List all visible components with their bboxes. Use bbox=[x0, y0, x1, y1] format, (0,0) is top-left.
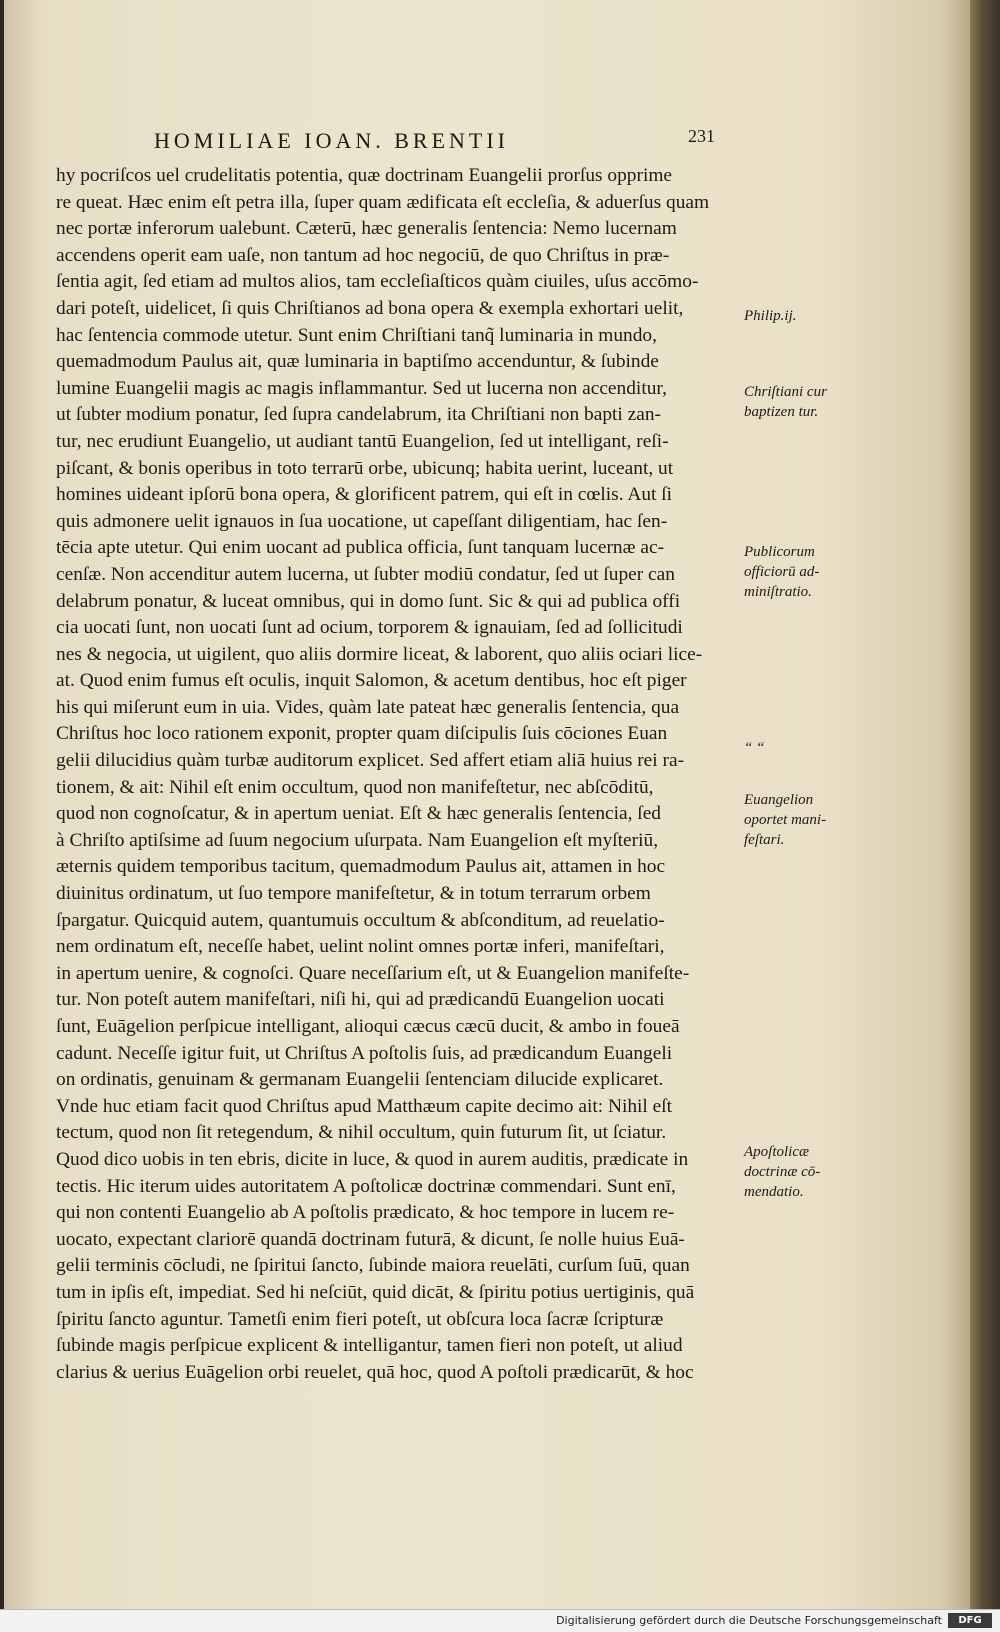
dfg-logo: DFG bbox=[948, 1613, 992, 1628]
text-line: ut ſubter modium ponatur, ſed ſupra candelabrum, ita Chriſtiani non bapti zan- bbox=[56, 404, 662, 426]
text-line: æternis quidem temporibus tacitum, quemadmodum Paulus ait, attamen in hoc bbox=[56, 856, 666, 878]
margin-note: Euangelion oportet mani- feſtari. bbox=[744, 792, 827, 848]
text-line: tēcia apte utetur. Qui enim uocant ad publica officia, ſunt tanquam lucernæ ac- bbox=[56, 537, 665, 559]
text-line: tur. Non poteſt autem manifeſtari, niſi hi, qui ad prædicandū Euangelion uocati bbox=[56, 989, 665, 1011]
text-line: quemadmodum Paulus ait, quæ luminaria in baptiſmo accenduntur, & ſubinde bbox=[56, 351, 659, 373]
margin-note: Chriſtiani cur baptizen tur. bbox=[744, 384, 827, 420]
text-line: in apertum uenire, & cognoſci. Quare neceſſarium eſt, ut & Euangelion manifeſte- bbox=[56, 962, 690, 984]
text-line: Vnde huc etiam facit quod Chriſtus apud Matthæum capite decimo ait: Nihil eſt bbox=[56, 1095, 673, 1117]
text-line: his qui miſerunt eum in uia. Vides, quàm late pateat hæc generalis ſentencia, qua bbox=[56, 696, 680, 718]
footer-bar bbox=[0, 1609, 1000, 1632]
text-line: quis admonere uelit ignauos in ſua uocatione, ut capeſſant diligentiam, hac ſen- bbox=[56, 510, 668, 532]
text-line: gelii dilucidius quàm turbæ auditorum explicet. Sed affert etiam aliā huius rei ra- bbox=[56, 750, 685, 772]
text-line: clarius & uerius Euāgelion orbi reuelet, quā hoc, quod A poſtoli prædicarūt, & hoc bbox=[56, 1361, 694, 1383]
text-line: ſpargatur. Quicquid autem, quantumuis occultum & abſconditum, ad reuelatio- bbox=[56, 909, 665, 931]
text-line: nec portæ inferorum ualebunt. Cæterū, hæc generalis ſentencia: Nemo lucernam bbox=[56, 218, 677, 240]
text-line: diuinitus ordinatum, ut ſuo tempore manifeſtetur, & in totum terrarum orbem bbox=[56, 883, 651, 905]
text-line: on ordinatis, genuinam & germanam Euangelii ſentenciam dilucide explicaret. bbox=[56, 1069, 664, 1091]
text-line: cenſæ. Non accenditur autem lucerna, ut ſubter modiū condatur, ſed ut ſuper can bbox=[56, 563, 675, 585]
text-line: dari poteſt, uidelicet, ſi quis Chriſtianos ad bona opera & exempla exhortari uelit, bbox=[56, 297, 684, 319]
margin-note: Apoſtolicæ doctrinæ cō- mendatio. bbox=[744, 1144, 821, 1200]
text-line: accendens operit eam uaſe, non tantum ad hoc negociū, de quo Chriſtus in præ- bbox=[56, 244, 670, 266]
text-line: ſubinde magis perſpicue explicent & intelligantur, tamen fieri non poteſt, ut aliud bbox=[56, 1335, 683, 1357]
folio-number: 231 bbox=[688, 126, 715, 146]
text-line: cadunt. Neceſſe igitur fuit, ut Chriſtus A poſtolis ſuis, ad prædicandum Euangeli bbox=[56, 1042, 673, 1064]
text-line: ſunt, Euāgelion perſpicue intelligant, alioqui cæcus cæcū ducit, & ambo in foueā bbox=[56, 1016, 680, 1037]
text-line: homines uideant ipſorū bona opera, & glorificent patrem, qui eſt in cœlis. Aut ſi bbox=[56, 484, 673, 506]
text-line: quod non cognoſcatur, & in apertum ueniat. Eſt & hæc generalis ſentencia, ſed bbox=[56, 803, 662, 825]
text-line: cia uocati ſunt, non uocati ſunt ad ocium, torporem & ignauiam, ſed ad ſollicitudi bbox=[56, 617, 683, 639]
text-line: delabrum ponatur, & luceat omnibus, qui in domo ſunt. Sic & qui ad publica offi bbox=[56, 590, 681, 612]
text-line: tectum, quod non ſit retegendum, & nihil occultum, quin futurum ſit, ut ſciatur. bbox=[56, 1122, 667, 1144]
text-line: tectis. Hic iterum uides autoritatem A poſtolicæ doctrinæ commendari. Sunt enī, bbox=[56, 1175, 676, 1197]
text-line: gelii terminis cōcludi, ne ſpiritui ſancto, ſubinde maiora reuelāti, curſum ſuū, quan bbox=[56, 1255, 690, 1277]
text-line: Quod dico uobis in ten ebris, dicite in luce, & quod in aurem auditis, prædicate in bbox=[56, 1148, 689, 1170]
text-line: à Chriſto aptiſsime ad ſuum negocium uſurpata. Nam Euangelion eſt myſteriū, bbox=[56, 829, 659, 851]
text-line: tum in ipſis eſt, impediat. Sed hi neſciūt, quid dicāt, & ſpiritu potius uertiginis, quā bbox=[56, 1281, 695, 1303]
text-line: uocato, expectant clariorē quandā doctrinam futurā, & dicunt, ſe nolle huius Euā- bbox=[56, 1228, 685, 1250]
text-line: tur, nec erudiunt Euangelio, ut audiant tantū Euangelion, ſed ut intelligant, reſi- bbox=[56, 430, 669, 452]
main-text-block bbox=[56, 163, 716, 1386]
text-line: Chriſtus hoc loco rationem exponit, propter quam diſcipulis ſuis cōciones Euan bbox=[56, 723, 668, 745]
text-line: nes & negocia, ut uigilent, quo aliis dormire liceat, & laborent, quo aliis ociari lice- bbox=[56, 643, 703, 665]
text-line: hac ſentencia commode utetur. Sunt enim Chriſtiani tanq̃ luminaria in mundo, bbox=[56, 324, 657, 346]
text-line: ſentia agit, ſed etiam ad multos alios, tam eccleſiaſticos quàm ciuiles, uſus accōmo- bbox=[56, 271, 699, 293]
book-edge bbox=[970, 0, 1000, 1609]
text-line: piſcant, & bonis operibus in toto terrarū orbe, ubicunq; habita uerint, luceant, ut bbox=[56, 457, 674, 479]
text-line: qui non contenti Euangelio ab A poſtolis prædicato, & hoc tempore in lucem re- bbox=[56, 1202, 675, 1224]
running-head: HOMILIAE IOAN. BRENTII bbox=[154, 128, 510, 153]
text-line: tionem, & ait: Nihil eſt enim occultum, quod non manifeſtetur, nec abſcōditū, bbox=[56, 776, 654, 798]
text-line: at. Quod enim fumus eſt oculis, inquit Salomon, & acetum dentibus, hoc eſt piger bbox=[56, 670, 687, 692]
text-line: ſpiritu ſancto aguntur. Tametſi enim fieri poteſt, ut obſcura loca ſacræ ſcripturæ bbox=[56, 1308, 664, 1330]
footer-credit: Digitalisierung gefördert durch die Deutsche Forschungsgemeinschaft bbox=[556, 1614, 942, 1627]
book-page bbox=[4, 0, 970, 1609]
text-line: nem ordinatum eſt, neceſſe habet, uelint nolint omnes portæ inferi, manifeſtari, bbox=[56, 936, 665, 958]
margin-note: Publicorum officiorū ad- miniſtratio. bbox=[744, 544, 820, 600]
margin-note: “ “ bbox=[744, 740, 765, 756]
text-line: re queat. Hæc enim eſt petra illa, ſuper quam ædificata eſt eccleſia, & aduerſus quam bbox=[56, 191, 710, 213]
text-line: lumine Euangelii magis ac magis inflammantur. Sed ut lucerna non accenditur, bbox=[56, 377, 667, 399]
text-line: hy pocriſcos uel crudelitatis potentia, quæ doctrinam Euangelii prorſus opprime bbox=[56, 165, 673, 186]
margin-note: Philip.ij. bbox=[744, 308, 797, 324]
